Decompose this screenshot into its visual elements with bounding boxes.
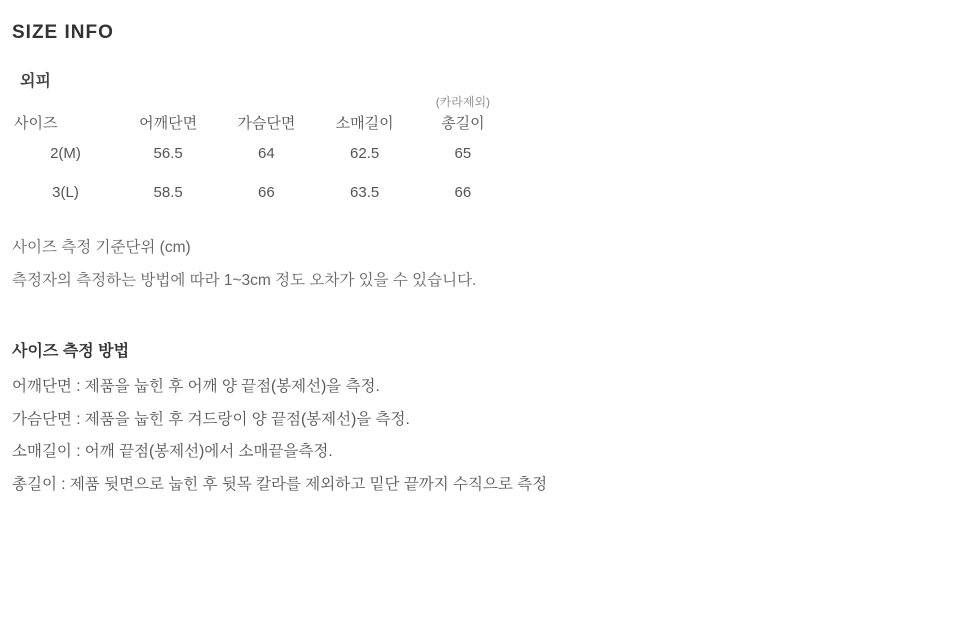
- cell-length: 65: [454, 145, 472, 162]
- cell-chest: 66: [258, 184, 275, 201]
- size-table-head: [12, 95, 512, 134]
- cell-size: 3(L): [52, 184, 79, 201]
- cell-size: 2(M): [50, 145, 81, 162]
- cell-sleeve: 63.5: [350, 184, 380, 201]
- cell-shoulder: 58.5: [153, 184, 183, 201]
- column-label-length: 총길이: [441, 114, 485, 132]
- method-shoulder: 어깨단면 : 제품을 눕힌 후 어깨 양 끝점(봉제선)을 측정.: [12, 378, 380, 396]
- column-note-length: (카라제외): [435, 95, 491, 110]
- table-header-row: [12, 95, 512, 134]
- page-title: SIZE INFO: [12, 22, 114, 43]
- column-label-sleeve: 소매길이: [335, 114, 394, 132]
- table-row: [12, 173, 512, 212]
- method-heading: 사이즈 측정 방법: [12, 343, 130, 361]
- method-list: [12, 371, 948, 501]
- method-chest: 가슴단면 : 제품을 눕힌 후 겨드랑이 양 끝점(봉제선)을 측정.: [12, 410, 410, 428]
- size-info-page: [0, 22, 960, 627]
- column-label-size: 사이즈: [14, 114, 58, 132]
- method-sleeve: 소매길이 : 어깨 끝점(봉제선)에서 소매끝을측정.: [12, 443, 333, 461]
- note-unit: 사이즈 측정 기준단위 (cm): [12, 239, 191, 256]
- column-header-size: [12, 95, 119, 134]
- cell-shoulder: 56.5: [153, 145, 183, 162]
- measurement-notes: [12, 234, 948, 294]
- column-header-sleeve: [316, 95, 414, 134]
- column-header-length: [414, 95, 512, 134]
- table-row: [12, 134, 512, 173]
- cell-chest: 64: [258, 145, 275, 162]
- cell-sleeve: 62.5: [350, 145, 380, 162]
- method-length: 총길이 : 제품 뒷면으로 눕힌 후 뒷목 칼라를 제외하고 밑단 끝까지 수직으로 측정: [12, 475, 548, 493]
- column-label-chest: 가슴단면: [237, 114, 296, 132]
- column-header-chest: [217, 95, 315, 134]
- section-subtitle: 외피: [20, 73, 51, 90]
- note-tolerance: 측정자의 측정하는 방법에 따라 1~3cm 정도 오차가 있을 수 있습니다.: [12, 272, 477, 290]
- cell-length: 66: [454, 184, 472, 201]
- size-table-body: [12, 134, 512, 212]
- column-label-shoulder: 어깨단면: [139, 114, 198, 132]
- size-table: [12, 95, 512, 212]
- column-header-shoulder: [119, 95, 217, 134]
